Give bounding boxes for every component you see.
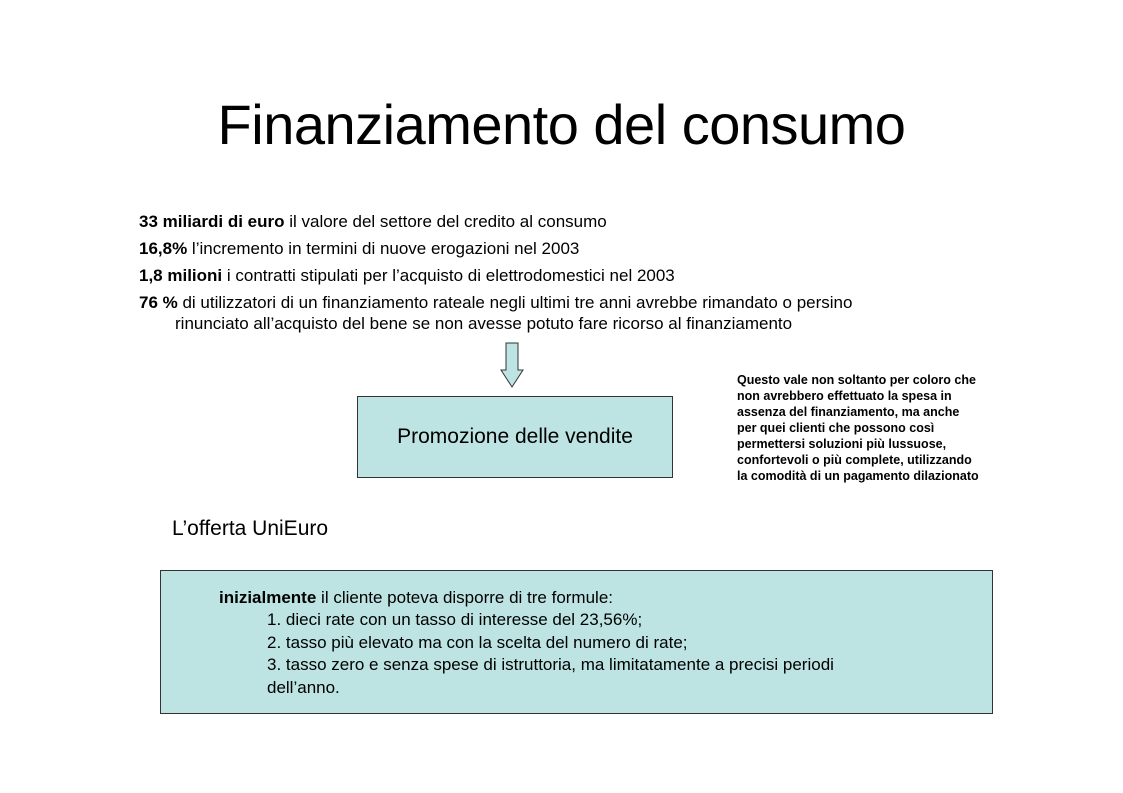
- page-title: Finanziamento del consumo: [217, 93, 906, 156]
- fact-text: l’incremento in termini di nuove erogazioni nel 2003: [187, 239, 580, 258]
- fact-highlight: 76 %: [139, 293, 178, 312]
- offer-intro-text: il cliente poteva disporre di tre formule:: [316, 588, 614, 607]
- offer-items: [267, 609, 907, 699]
- fact-text: di utilizzatori di un finanziamento rateale negli ultimi tre anni avrebbe rimandato o persino: [177, 293, 853, 312]
- offer-item: 2. tasso più elevato ma con la scelta del numero di rate;: [267, 632, 688, 652]
- offer-item: 3. tasso zero e senza spese di istruttoria, ma limitatamente a precisi periodi dell’anno.: [267, 655, 834, 697]
- offer-intro-bold: inizialmente: [219, 588, 317, 607]
- promo-label: Promozione delle vendite: [397, 425, 633, 448]
- fact-highlight: 33 miliardi di euro: [139, 212, 285, 231]
- fact-continuation: rinunciato all’acquisto del bene se non avesse potuto fare ricorso al finanziamento: [175, 314, 793, 333]
- offer-intro: [219, 587, 613, 610]
- fact-item: [139, 235, 959, 262]
- fact-highlight: 1,8 milioni: [139, 266, 223, 285]
- side-note: Questo vale non soltanto per coloro che non avrebbero effettuato la spesa in assenza del finanziamento, ma anche per quei clienti che possono così permettersi soluzioni più lussuose, confortevoli o più complete, utilizzando la comodità di un pagamento dilazionato: [737, 373, 979, 483]
- down-arrow-icon: [500, 342, 524, 388]
- fact-item: [139, 262, 959, 289]
- fact-highlight: 16,8%: [139, 239, 188, 258]
- offer-box: [160, 570, 993, 714]
- fact-item: [139, 208, 959, 235]
- promo-box: [357, 396, 673, 478]
- fact-text: i contratti stipulati per l’acquisto di elettrodomestici nel 2003: [222, 266, 675, 285]
- fact-text: il valore del settore del credito al consumo: [284, 212, 607, 231]
- offer-item: 1. dieci rate con un tasso di interesse del 23,56%;: [267, 610, 643, 629]
- offer-subtitle: L’offerta UniEuro: [172, 517, 329, 540]
- facts-list: [139, 208, 959, 337]
